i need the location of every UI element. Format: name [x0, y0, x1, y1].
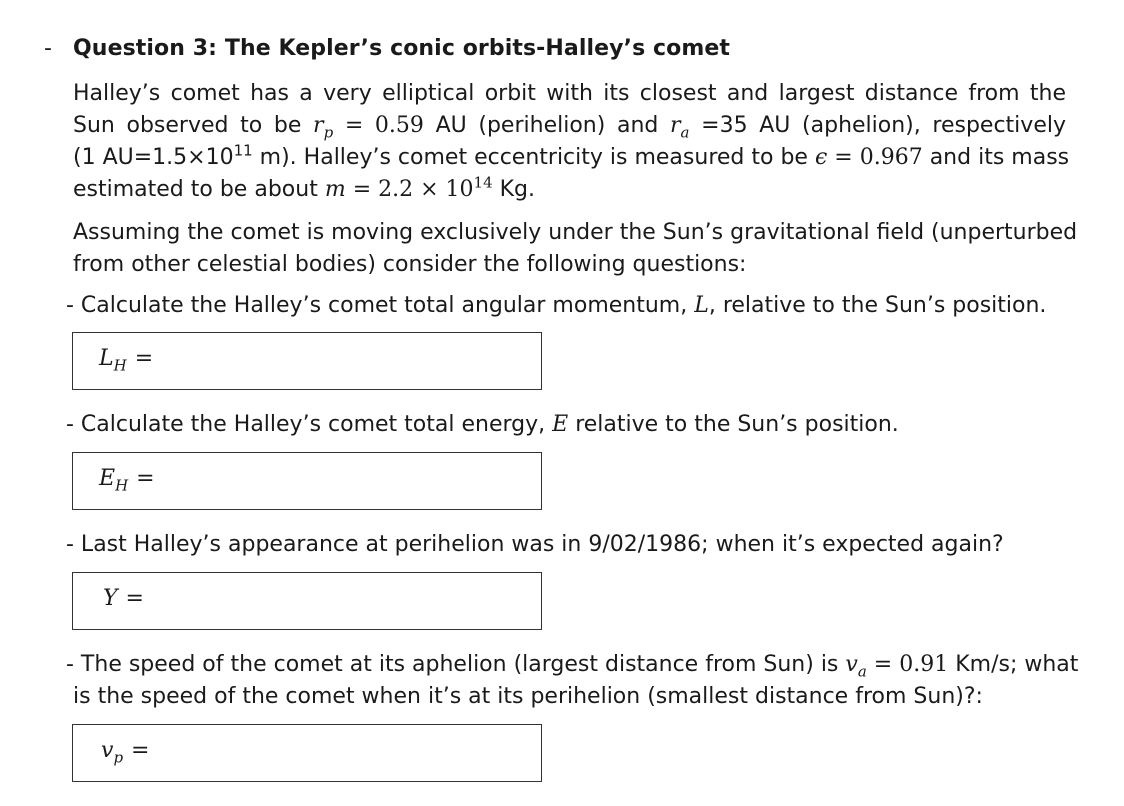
list-dash: -	[44, 36, 52, 61]
answer-box-angular-momentum[interactable]	[72, 332, 542, 390]
intro-line-2: Sun observed to be $r_p = 0.59$ AU (perihelion) and $r_a =35$ AU (aphelion), respectively	[73, 113, 1066, 142]
answer-box-perihelion-speed[interactable]	[72, 724, 542, 782]
question-title: Question 3: The Kepler’s conic orbits-Halley’s comet	[73, 36, 731, 61]
answer-box-year[interactable]	[72, 572, 542, 630]
answer-label-vp: $v_p$ =	[101, 738, 150, 767]
question-item-next-appearance: - Last Halley’s appearance at perihelion was in 9/02/1986; when it’s expected again?	[66, 532, 1004, 557]
question-item-energy: - Calculate the Halley’s comet total energy, E relative to the Sun’s position.	[66, 412, 899, 437]
answer-box-energy[interactable]	[72, 452, 542, 510]
assumption-line-2: from other celestial bodies) consider the following questions:	[73, 252, 747, 277]
question-item-angular-momentum: - Calculate the Halley’s comet total angular momentum, L, relative to the Sun’s position.	[66, 293, 1047, 318]
answer-label-Y: Y =	[103, 586, 144, 611]
answer-label-EH: $E_H$ =	[99, 466, 155, 495]
answer-label-LH: $L_H$ =	[99, 346, 154, 375]
assumption-paragraph	[73, 217, 1078, 281]
question-item-perihelion-speed: - The speed of the comet at its aphelion (largest distance from Sun) is $v_a = 0.91$ Km/s; what	[66, 652, 1079, 681]
assumption-line-1: Assuming the comet is moving exclusively under the Sun’s gravitational field (unperturbed	[73, 220, 1078, 245]
intro-line-1: Halley’s comet has a very elliptical orbit with its closest and largest distance from the	[73, 81, 1066, 106]
intro-line-4: estimated to be about $m = 2.2 \times 10^{14}$ Kg.	[73, 173, 536, 202]
intro-paragraph	[73, 78, 1070, 206]
intro-line-3: (1 $AU=1.5\times 10^{11}$ m). Halley’s comet eccentricity is measured to be ϵ = 0.967 and its mass	[73, 141, 1070, 170]
question-item-perihelion-speed-line-2: is the speed of the comet when it’s at its perihelion (smallest distance from Sun)?:	[73, 684, 983, 709]
